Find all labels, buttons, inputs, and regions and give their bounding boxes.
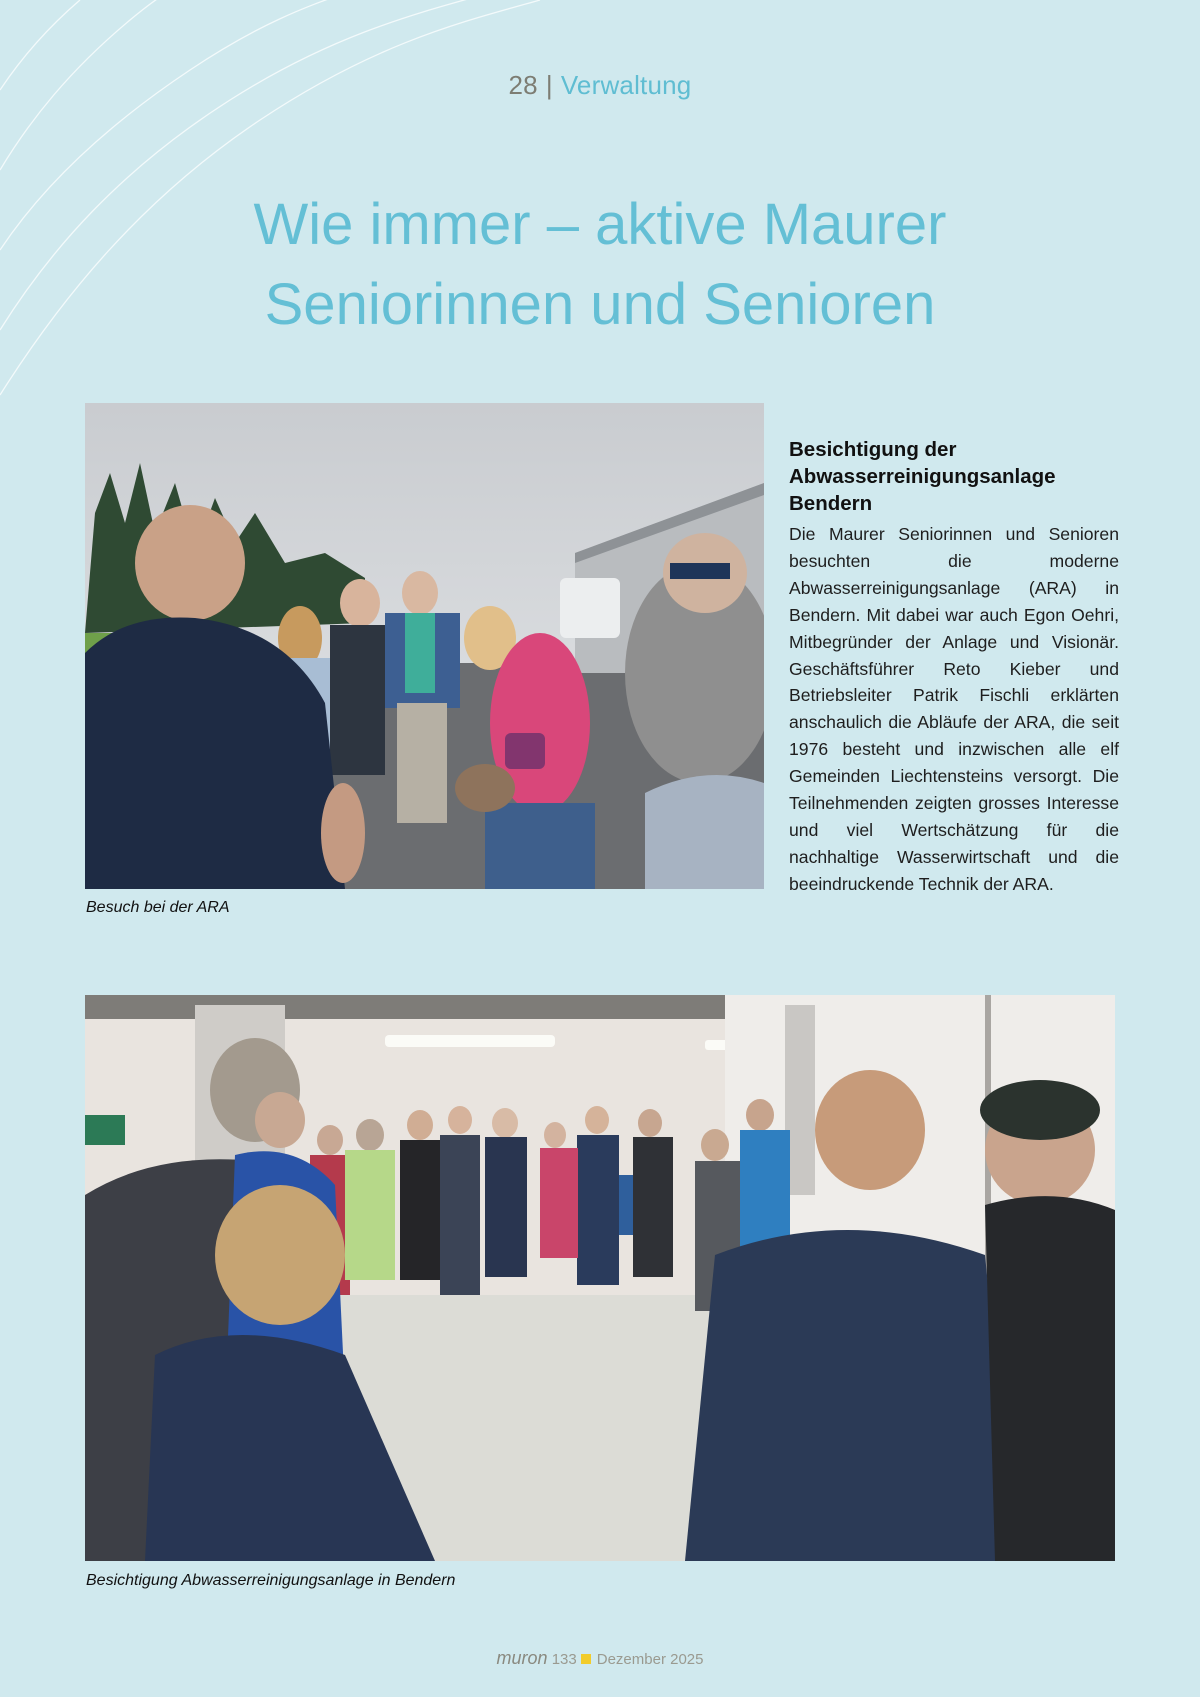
photo-ara-indoor <box>85 995 1115 1561</box>
photo-caption: Besichtigung Abwasserreinigungsanlage in Bendern <box>86 1572 456 1589</box>
article <box>789 436 1119 898</box>
article-heading: Besichtigung der Abwasserreinigungsanlage Bendern <box>789 438 1056 515</box>
article-body: Die Maurer Seniorinnen und Senioren besuchten die moderne Abwasserreinigungsanlage (ARA) in Bendern. Mit dabei war auch Egon Oehri, Mitbegründer der Anlage und Visionär. Geschäftsführer Reto Kieber und Betriebsleiter Patrik Fischli erklärten anschaulich die Abläufe der ARA, die seit 1976 besteht und inzwischen alle elf Gemeinden Liechtensteins versorgt. Die Teilnehmenden zeigten grosses Interesse und viel Wertschätzung für die nachhaltige Wasserwirtschaft und die beeindruckende Technik der ARA. <box>789 524 1119 894</box>
photo-caption: Besuch bei der ARA <box>86 899 230 916</box>
magazine-brand: muron <box>496 1648 548 1668</box>
page-title <box>0 185 1200 345</box>
title-line-2: Seniorinnen und Senioren <box>264 272 936 337</box>
footer-square-icon <box>581 1654 591 1664</box>
header-separator: | <box>545 70 553 100</box>
issue-number: 133 <box>551 1651 577 1668</box>
page-number: 28 <box>508 70 538 100</box>
section-name: Verwaltung <box>560 70 692 100</box>
page-header <box>0 70 1200 101</box>
issue-date: Dezember 2025 <box>596 1651 704 1668</box>
photo-ara-outdoor <box>85 403 764 889</box>
title-line-1: Wie immer – aktive Maurer <box>253 192 947 257</box>
page-footer <box>0 1648 1200 1669</box>
